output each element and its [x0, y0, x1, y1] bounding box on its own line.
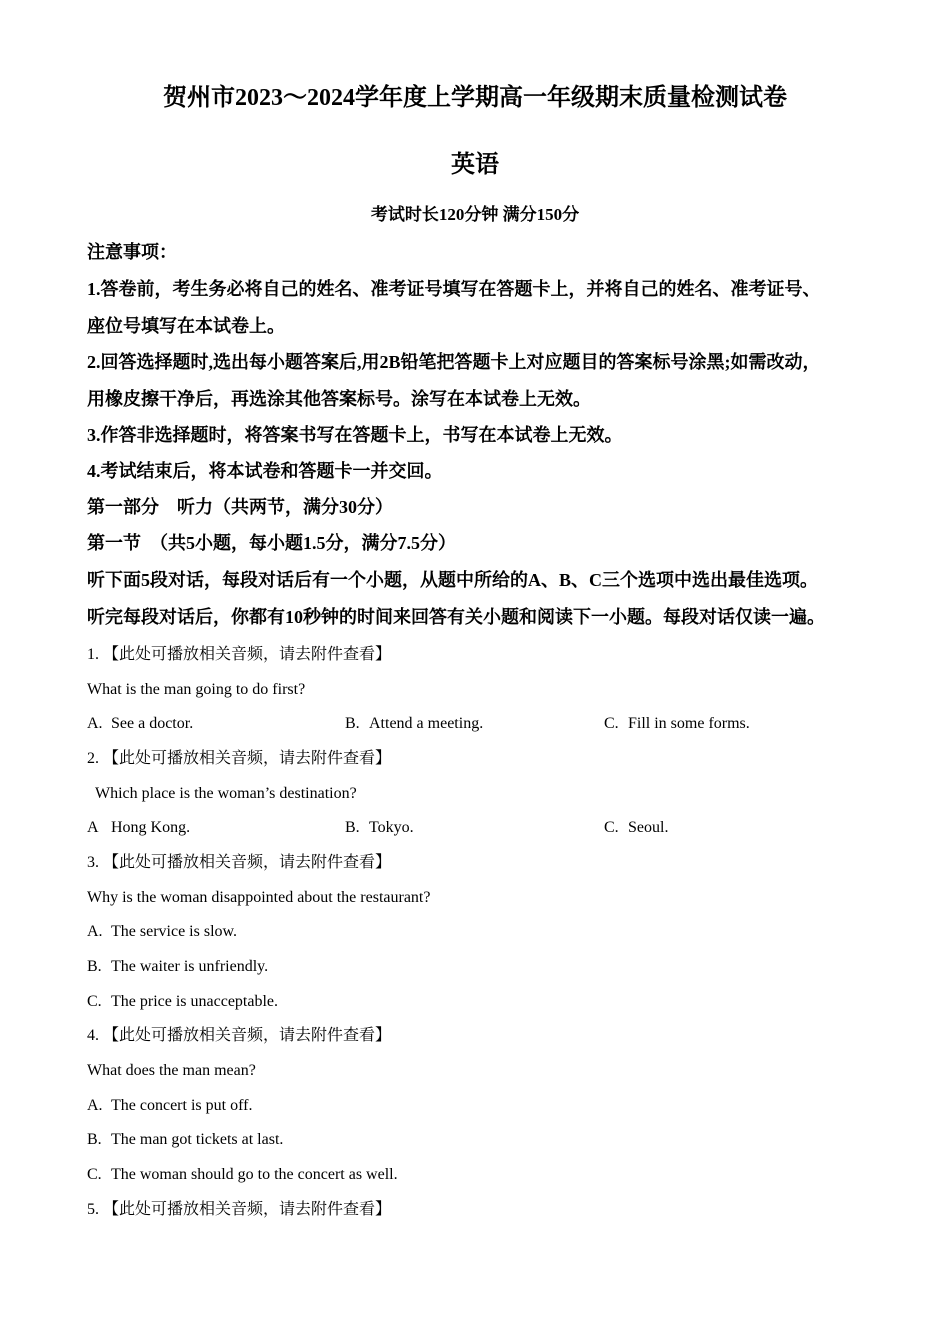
question-number: 2.: [87, 750, 99, 767]
audio-placeholder: 【此处可播放相关音频，请去附件查看】: [103, 646, 392, 663]
question-1-option-a: A. See a doctor.: [87, 715, 194, 732]
audio-placeholder: 【此处可播放相关音频，请去附件查看】: [103, 1027, 392, 1044]
notice-item-3: 3.作答非选择题时，将答案书写在答题卡上，书写在本试卷上无效。: [87, 425, 623, 445]
question-number: 1.: [87, 646, 99, 663]
instructions-line-1: 听下面5段对话，每段对话后有一个小题，从题中所给的A、B、C三个选项中选出最佳选项。: [87, 570, 818, 590]
section1-heading: 第一节 （共5小题，每小题1.5分，满分7.5分）: [87, 533, 456, 553]
question-number: 4.: [87, 1027, 99, 1044]
subject-title: 英语: [451, 152, 499, 178]
question-2-option-c: C. Seoul.: [604, 819, 669, 836]
notice-item-1: 1.答卷前，考生务必将自己的姓名、准考证号填写在答题卡上，并将自己的姓名、准考证号、: [87, 279, 821, 299]
question-2-option-b: B. Tokyo.: [345, 819, 414, 836]
audio-placeholder: 【此处可播放相关音频，请去附件查看】: [103, 750, 392, 767]
question-1-option-c: C. Fill in some forms.: [604, 715, 750, 732]
audio-placeholder: 【此处可播放相关音频，请去附件查看】: [103, 1201, 392, 1218]
exam-meta: 考试时长120分钟 满分150分: [370, 205, 580, 224]
question-3-option-a: A. The service is slow.: [87, 923, 238, 940]
question-2-text: Which place is the woman’s destination?: [95, 785, 357, 802]
question-4-option-c: C. The woman should go to the concert as well.: [87, 1166, 398, 1183]
exam-title: 贺州市2023～2024学年度上学期高一年级期末质量检测试卷: [163, 85, 787, 111]
question-3-option-c: C. The price is unacceptable.: [87, 993, 279, 1010]
question-4-option-b: B. The man got tickets at last.: [87, 1131, 284, 1148]
question-2-option-a: A Hong Kong.: [87, 819, 191, 836]
part1-heading: 第一部分 听力（共两节，满分30分）: [87, 497, 393, 517]
question-5-audio[interactable]: [87, 1202, 391, 1218]
question-3-audio[interactable]: [87, 855, 391, 871]
question-number: 5.: [87, 1201, 99, 1218]
question-2-audio[interactable]: [87, 751, 391, 767]
question-number: 3.: [87, 854, 99, 871]
question-1-audio[interactable]: [87, 647, 391, 663]
notice-item-2: 2.回答选择题时,选出每小题答案后,用2B铅笔把答题卡上对应题目的答案标号涂黑;如需改动，: [87, 352, 821, 372]
question-1-option-b: B. Attend a meeting.: [345, 715, 484, 732]
notice-item-1-cont: 座位号填写在本试卷上。: [87, 316, 285, 336]
question-1-text: What is the man going to do first?: [87, 681, 306, 698]
instructions-line-2: 听完每段对话后，你都有10秒钟的时间来回答有关小题和阅读下一小题。每段对话仅读一遍。: [87, 607, 825, 627]
notice-heading: 注意事项：: [87, 242, 177, 262]
question-4-audio[interactable]: [87, 1028, 391, 1044]
notice-item-4: 4.考试结束后，将本试卷和答题卡一并交回。: [87, 461, 443, 481]
notice-item-2-cont: 用橡皮擦干净后，再选涂其他答案标号。涂写在本试卷上无效。: [87, 389, 591, 409]
question-3-text: Why is the woman disappointed about the restaurant?: [87, 889, 431, 906]
audio-placeholder: 【此处可播放相关音频，请去附件查看】: [103, 854, 392, 871]
question-3-option-b: B. The waiter is unfriendly.: [87, 958, 269, 975]
question-4-text: What does the man mean?: [87, 1062, 256, 1079]
question-4-option-a: A. The concert is put off.: [87, 1097, 253, 1114]
